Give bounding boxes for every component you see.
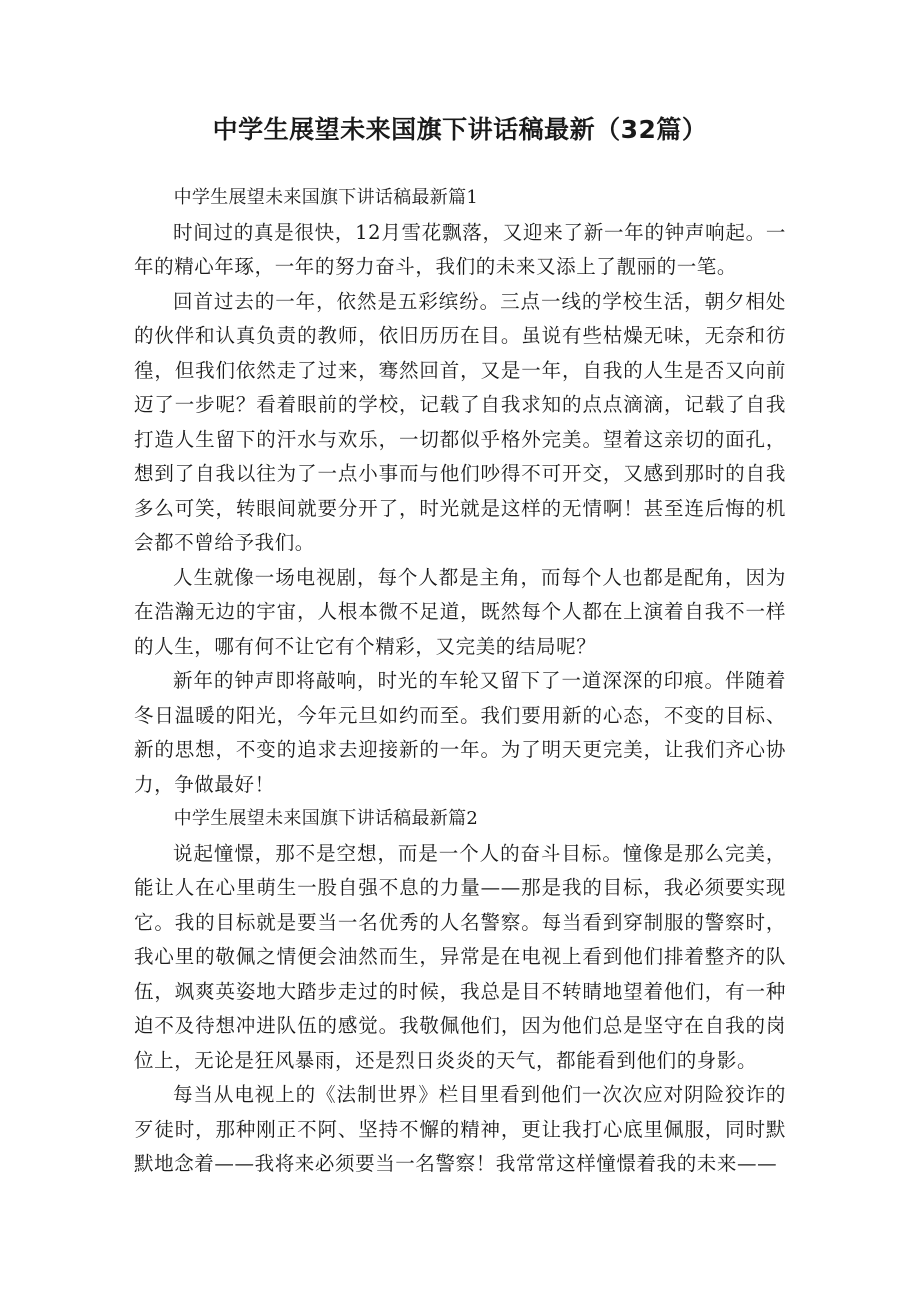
section-heading: 中学生展望未来国旗下讲话稿最新篇1 xyxy=(173,187,479,208)
paragraph: 人生就像一场电视剧，每个人都是主角，而每个人也都是配角，因为在浩瀚无边的宇宙，人根本微不足道，既然每个人都在上演着自我不一样的人生，哪有何不让它有个精彩，又完美的结局呢？ xyxy=(134,565,786,658)
document-title: 中学生展望未来国旗下讲话稿最新（32篇） xyxy=(212,115,708,144)
paragraph: 说起憧憬，那不是空想，而是一个人的奋斗目标。憧像是那么完美，能让人在心里萌生一股自强不息的力量——那是我的目标，我必须要实现它。我的目标就是要当一名优秀的人名警察。每当看到穿制服的警察时，我心里的敬佩之情便会油然而生，异常是在电视上看到他们排着整齐的队伍，飒爽英姿地大踏步走过的时候，我总是目不转睛地望着他们，有一种迫不及待想冲进队伍的感觉。我敬佩他们，因为他们总是坚守在自我的岗位上，无论是狂风暴雨，还是烈日炎炎的天气，都能看到他们的身影。 xyxy=(134,841,786,1072)
paragraph: 新年的钟声即将敲响，时光的车轮又留下了一道深深的印痕。伴随着冬日温暖的阳光，今年元旦如约而至。我们要用新的心态，不变的目标、新的思想，不变的追求去迎接新的一年。为了明天更完美，让我们齐心协力，争做最好！ xyxy=(134,669,786,796)
paragraph: 回首过去的一年，依然是五彩缤纷。三点一线的学校生活，朝夕相处的伙伴和认真负责的教师，依旧历历在目。虽说有些枯燥无味，无奈和彷徨，但我们依然走了过来，骞然回首，又是一年，自我的人生是否又向前迈了一步呢？看着眼前的学校，记载了自我求知的点点滴滴，记载了自我打造人生留下的汗水与欢乐，一切都似乎格外完美。望着这亲切的面孔，想到了自我以往为了一点小事而与他们吵得不可开交，又感到那时的自我多么可笑，转眼间就要分开了，时光就是这样的无情啊！甚至连后悔的机会都不曾给予我们。 xyxy=(134,289,786,554)
document-body xyxy=(134,181,786,1182)
section-heading: 中学生展望未来国旗下讲话稿最新篇2 xyxy=(173,808,479,829)
paragraph: 每当从电视上的《法制世界》栏目里看到他们一次次应对阴险狡诈的歹徒时，那种刚正不阿、坚持不懈的精神，更让我打心底里佩服，同时默默地念着——我将来必须要当一名警察！我常常这样憧憬着我的未来—— xyxy=(134,1083,786,1175)
paragraph: 时间过的真是很快，12月雪花飘落，又迎来了新一年的钟声响起。一年的精心年琢，一年的努力奋斗，我们的未来又添上了靓丽的一笔。 xyxy=(134,220,786,278)
